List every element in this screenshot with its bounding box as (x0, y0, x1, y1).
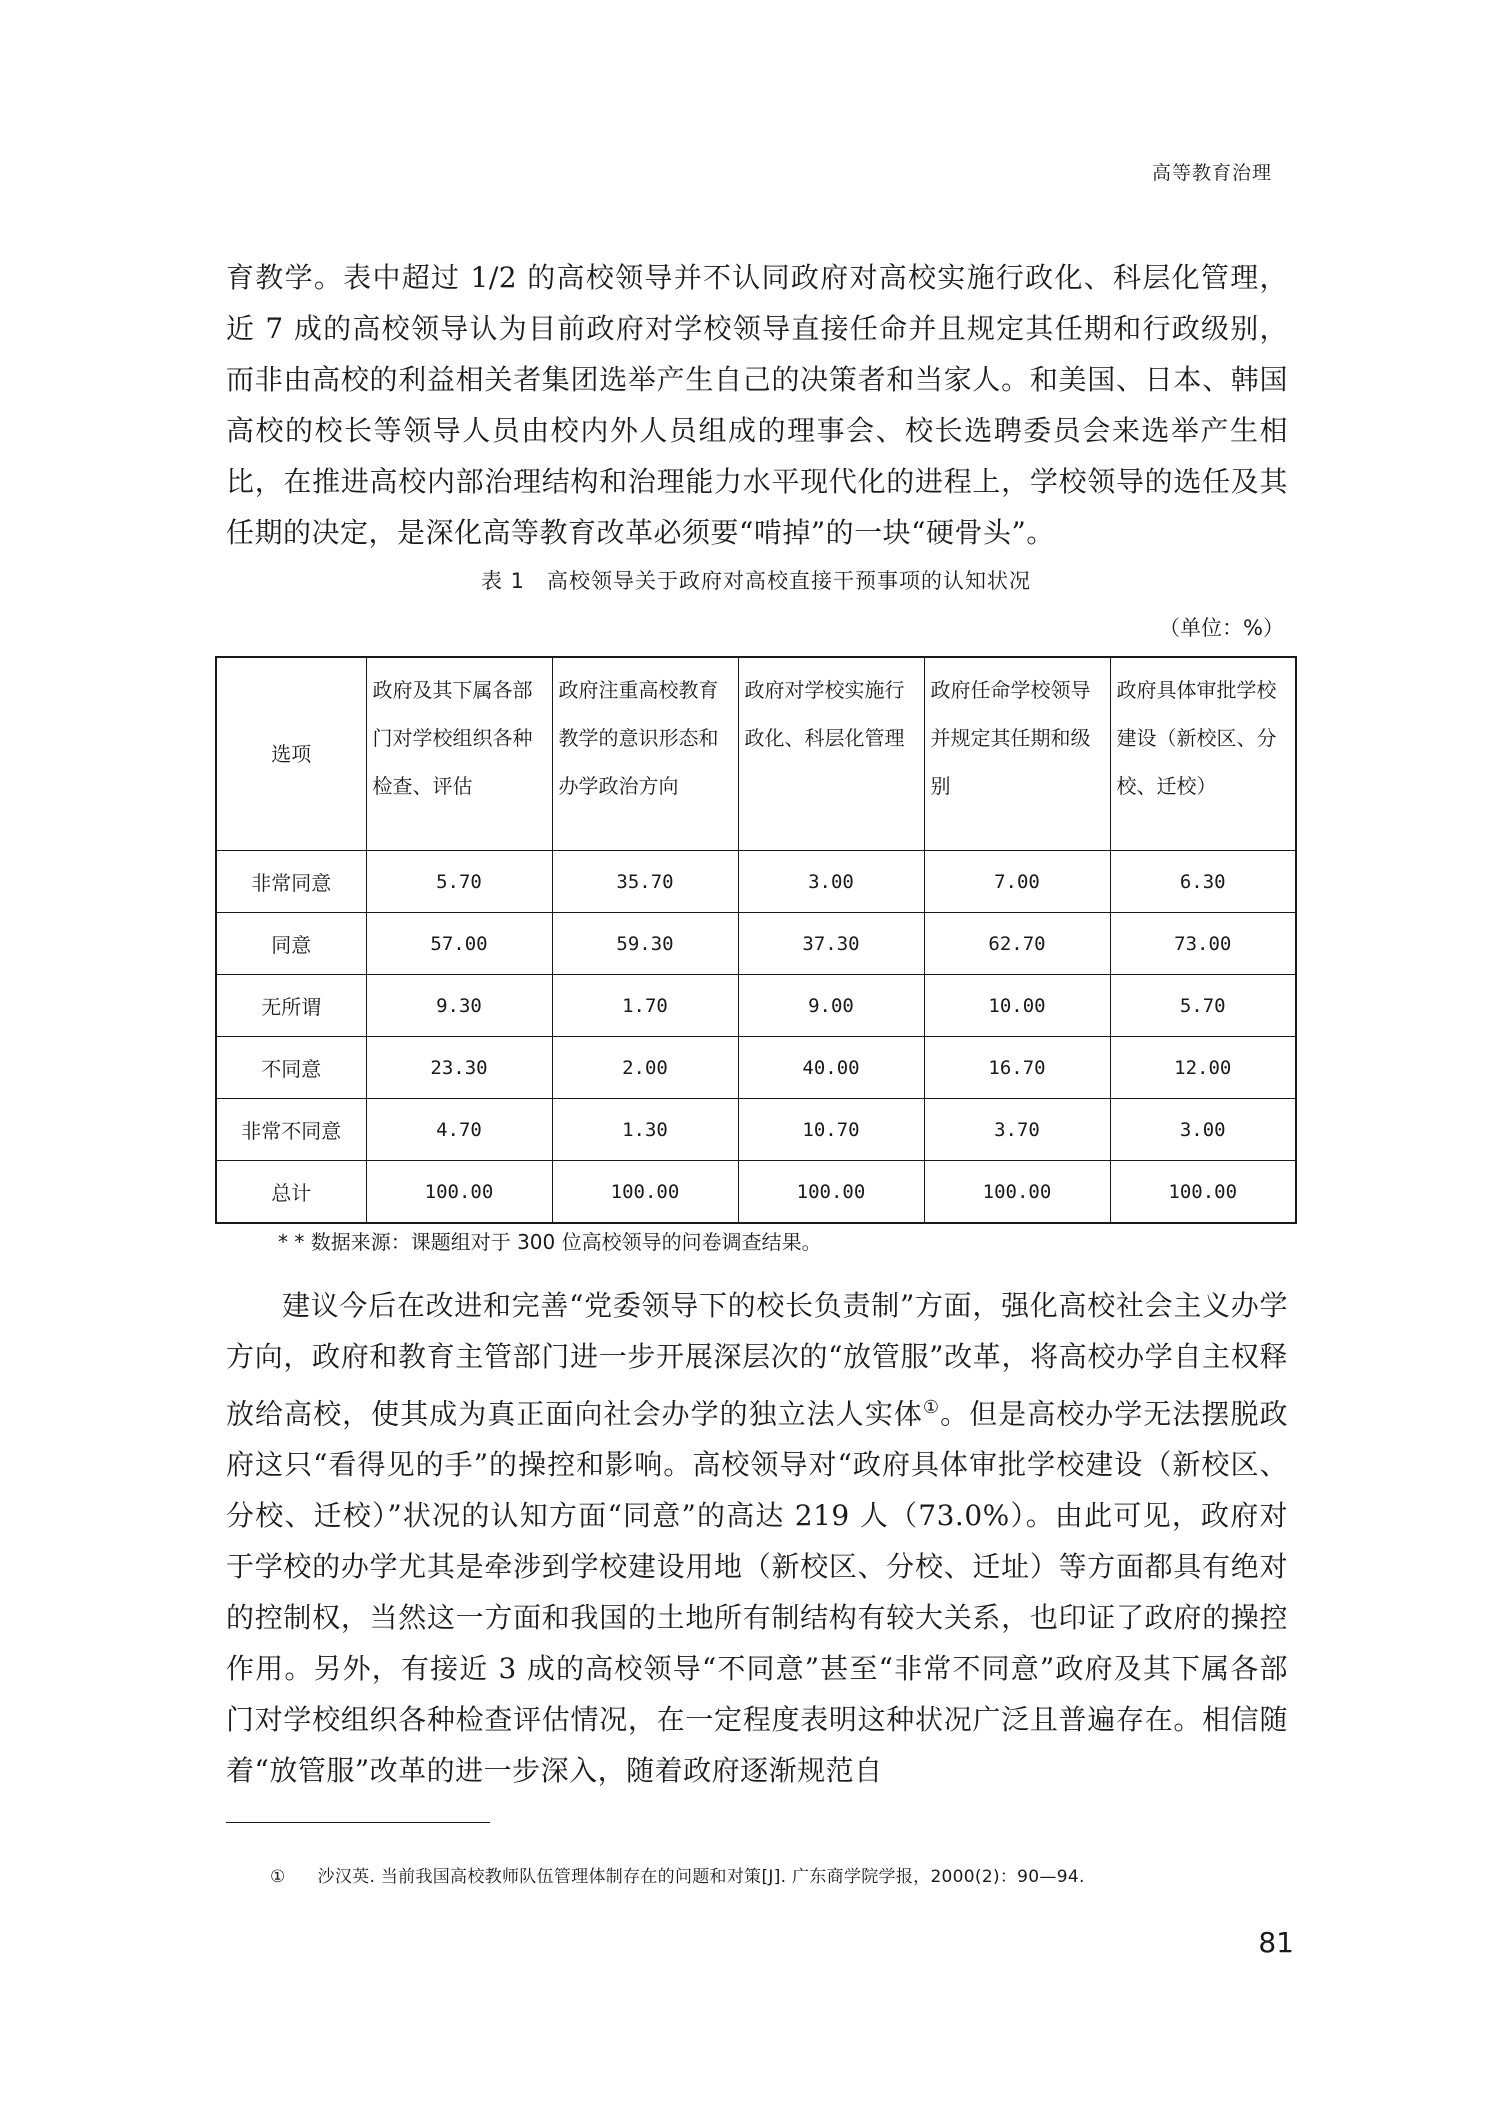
column-header: 政府任命学校领导并规定其任期和级别 (924, 657, 1110, 851)
row-label: 非常同意 (216, 851, 366, 913)
table-cell: 10.70 (738, 1099, 924, 1161)
row-label: 无所谓 (216, 975, 366, 1037)
table-row (216, 913, 1296, 975)
table-cell: 16.70 (924, 1037, 1110, 1099)
footnote-reference[interactable]: ① (922, 1397, 941, 1418)
footnote-mark: ① (270, 1867, 286, 1887)
table-cell: 3.00 (738, 851, 924, 913)
table-row (216, 1099, 1296, 1161)
table-cell: 57.00 (366, 913, 552, 975)
survey-table (215, 656, 1297, 1224)
table-row (216, 851, 1296, 913)
table-cell: 3.00 (1110, 1099, 1296, 1161)
row-label: 非常不同意 (216, 1099, 366, 1161)
table-source-note: * * 数据来源：课题组对于 300 位高校领导的问卷调查结果。 (278, 1230, 822, 1254)
paragraph-text: 建议今后在改进和完善“党委领导下的校长负责制”方面，强化高校社会主义办学方向，政府和教育主管部门进一步开展深层次的“放管服”改革，将高校办学自主权释放给高校，使其成为真正面向社会办学的独立法人实体 (226, 1289, 1288, 1431)
running-header: 高等教育治理 (1151, 162, 1272, 184)
footnote-text: 沙汉英. 当前我国高校教师队伍管理体制存在的问题和对策[J]. 广东商学院学报，2000(2)：90—94. (317, 1867, 1085, 1887)
table-cell: 23.30 (366, 1037, 552, 1099)
row-label: 不同意 (216, 1037, 366, 1099)
table-row-total (216, 1161, 1296, 1224)
table-cell: 12.00 (1110, 1037, 1296, 1099)
column-header: 政府具体审批学校建设（新校区、分校、迁校） (1110, 657, 1296, 851)
table-cell: 10.00 (924, 975, 1110, 1037)
table-cell: 3.70 (924, 1099, 1110, 1161)
table-cell: 62.70 (924, 913, 1110, 975)
table-cell: 100.00 (1110, 1161, 1296, 1224)
column-header: 政府及其下属各部门对学校组织各种检查、评估 (366, 657, 552, 851)
table-cell: 5.70 (1110, 975, 1296, 1037)
table-cell: 100.00 (738, 1161, 924, 1224)
table-header-row (216, 657, 1296, 851)
page-number: 81 (1258, 1926, 1294, 1959)
table-cell: 5.70 (366, 851, 552, 913)
table-cell: 40.00 (738, 1037, 924, 1099)
footnote-divider (226, 1822, 490, 1823)
table-cell: 1.70 (552, 975, 738, 1037)
table-cell: 9.30 (366, 975, 552, 1037)
row-label: 同意 (216, 913, 366, 975)
table-cell: 37.30 (738, 913, 924, 975)
table-cell: 7.00 (924, 851, 1110, 913)
table-cell: 4.70 (366, 1099, 552, 1161)
footnote (270, 1862, 1085, 1887)
table-cell: 100.00 (924, 1161, 1110, 1224)
table-cell: 59.30 (552, 913, 738, 975)
table-caption: 表 1 高校领导关于政府对高校直接干预事项的认知状况 (480, 569, 1032, 593)
body-paragraph: 育教学。表中超过 1/2 的高校领导并不认同政府对高校实施行政化、科层化管理，近 7 成的高校领导认为目前政府对学校领导直接任命并且规定其任期和行政级别，而非由高校的利益相关者集团选举产生自己的决策者和当家人。和美国、日本、韩国高校的校长等领导人员由校内外人员组成的理事会、校长选聘委员会来选举产生相比，在推进高校内部治理结构和治理能力水平现代化的进程上，学校领导的选任及其任期的决定，是深化高等教育改革必须要“啃掉”的一块“硬骨头”。 (226, 261, 1288, 549)
table-cell: 100.00 (366, 1161, 552, 1224)
column-header-option: 选项 (216, 657, 366, 851)
body-paragraph (226, 1280, 1288, 1796)
table-unit: （单位：%） (1159, 616, 1284, 640)
column-header: 政府对学校实施行政化、科层化管理 (738, 657, 924, 851)
row-label: 总计 (216, 1161, 366, 1224)
table-cell: 1.30 (552, 1099, 738, 1161)
table-cell: 2.00 (552, 1037, 738, 1099)
table-cell: 73.00 (1110, 913, 1296, 975)
column-header: 政府注重高校教育教学的意识形态和办学政治方向 (552, 657, 738, 851)
table-cell: 6.30 (1110, 851, 1296, 913)
table-cell: 100.00 (552, 1161, 738, 1224)
table-row (216, 1037, 1296, 1099)
paragraph-text: 。但是高校办学无法摆脱政府这只“看得见的手”的操控和影响。高校领导对“政府具体审批学校建设（新校区、分校、迁校）”状况的认知方面“同意”的高达 219 人（73.0%）。由此可见，政府对于学校的办学尤其是牵涉到学校建设用地（新校区、分校、迁址）等方面都具有绝对的控制权，当然这一方面和我国的土地所有制结构有较大关系，也印证了政府的操控作用。另外，有接近 3 成的高校领导“不同意”甚至“非常不同意”政府及其下属各部门对学校组织各种检查评估情况，在一定程度表明这种状况广泛且普遍存在。相信随着“放管服”改革的进一步深入，随着政府逐渐规范自 (226, 1397, 1288, 1788)
table-cell: 9.00 (738, 975, 924, 1037)
table-cell: 35.70 (552, 851, 738, 913)
table-row (216, 975, 1296, 1037)
